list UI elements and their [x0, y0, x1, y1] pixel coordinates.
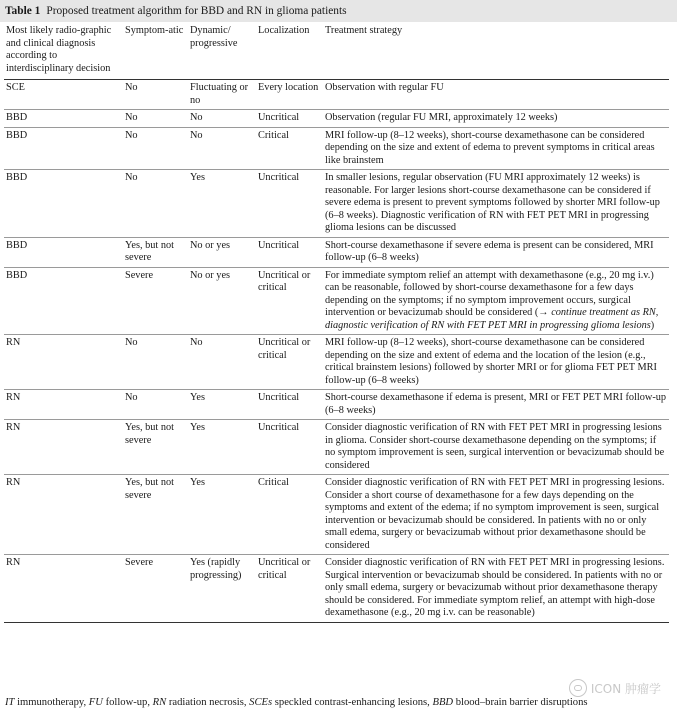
footnote-def: follow-up,: [105, 697, 153, 708]
cell-localization: Uncritical: [258, 172, 300, 183]
watermark-text: ICON 肿瘤学: [590, 681, 661, 696]
cell-dynamic: Yes: [190, 477, 205, 488]
cell-diagnosis: RN: [6, 337, 21, 348]
cell-dynamic: Fluctuating or no: [190, 82, 249, 106]
cell-localization: Uncritical or critical: [258, 337, 311, 361]
cell-localization: Every location: [258, 82, 319, 93]
cell-strategy: Observation (regular FU MRI, approximately 12 weeks): [325, 112, 558, 123]
header-symptomatic: Symptom-atic: [125, 25, 184, 36]
cell-strategy: [323, 267, 669, 335]
cell-diagnosis: BBD: [6, 129, 28, 141]
footnote-def: speckled contrast-enhancing lesions,: [274, 697, 433, 708]
cell-dynamic: No: [190, 112, 203, 123]
cell-diagnosis: SCE: [6, 82, 25, 93]
wechat-icon: [569, 679, 587, 697]
footnote-abbr: SCEs: [249, 697, 273, 708]
cell-localization: Uncritical: [258, 112, 300, 123]
treatment-table: [4, 24, 669, 623]
cell-dynamic: No: [190, 129, 203, 141]
cell-symptomatic: No: [125, 392, 138, 403]
cell-dynamic: Yes: [190, 422, 205, 433]
cell-symptomatic: No: [125, 82, 138, 93]
cell-diagnosis: BBD: [6, 239, 28, 251]
cell-diagnosis: RN: [6, 392, 21, 403]
cell-localization: Uncritical: [258, 392, 300, 403]
cell-symptomatic: Yes, but not severe: [125, 239, 175, 263]
strategy-text: For immediate symptom relief an attempt with dexamethasone (e.g., 20 mg i.v.) can be reasonable, followed by short-course dexamethasone for a few days depending on the symptoms; if no symptom improvement occurs, surgical intervention or bevacizumab should be considered (→: [325, 269, 654, 318]
table-caption: [0, 0, 677, 22]
cell-dynamic: No or yes: [190, 239, 231, 251]
strategy-italic-text: continue treatment as RN, diagnostic verification of RN with FET PET MRI in progressing glioma lesions: [325, 307, 659, 331]
cell-localization: Uncritical: [258, 239, 300, 251]
cell-symptomatic: Yes, but not severe: [125, 422, 175, 446]
footnote-def: blood–brain barrier disruptions: [455, 697, 588, 708]
cell-dynamic: Yes (rapidly progressing): [190, 557, 242, 581]
cell-strategy: Consider diagnostic verification of RN with FET PET MRI in progressing lesions. Surgical intervention or bevacizumab should be considered. In patients with no or only small edema, surgery or bevacizumab without prior dexamethasone therapy should be considered. For immediate symptom relief, an attempt with high-dose dexamethasone (e.g., 20 mg i.v. can be reasonable): [325, 557, 665, 618]
footnote-abbr: BBD: [432, 697, 454, 708]
cell-localization: Uncritical or critical: [258, 557, 311, 581]
cell-strategy: Consider diagnostic verification of RN with FET PET MRI in progressing lesions in glioma. Consider short-course dexamethasone depending on the symptoms; if no symptom improvement is seen, surgical intervention or bevacizumab should be considered: [325, 422, 665, 471]
cell-diagnosis: RN: [6, 557, 21, 568]
cell-symptomatic: Severe: [125, 269, 154, 281]
footnote-def: radiation necrosis,: [168, 697, 250, 708]
table-footnote: [5, 696, 675, 709]
header-strategy: Treatment strategy: [325, 25, 403, 36]
cell-dynamic: Yes: [190, 392, 205, 403]
cell-symptomatic: Severe: [125, 557, 154, 568]
cell-localization: Uncritical: [258, 422, 300, 433]
cell-localization: Uncritical or critical: [258, 269, 311, 293]
cell-localization: Critical: [258, 477, 289, 488]
table-row: [4, 170, 669, 238]
footnote-def: immunotherapy,: [17, 697, 89, 708]
table-row: [4, 390, 669, 420]
table-row: [4, 555, 669, 623]
table-row: [4, 420, 669, 475]
header-dynamic: Dynamic/ progressive: [190, 25, 238, 49]
cell-symptomatic: No: [125, 172, 138, 183]
table-row: [4, 110, 669, 128]
cell-strategy: Observation with regular FU: [325, 82, 444, 93]
table-row: [4, 335, 669, 390]
table-row: [4, 475, 669, 555]
table-row: [4, 237, 669, 267]
cell-strategy: Short-course dexamethasone if edema is present, MRI or FET PET MRI follow-up (6–8 weeks): [325, 392, 667, 416]
strategy-tail: ): [650, 319, 655, 331]
cell-strategy: In smaller lesions, regular observation (FU MRI approximately 12 weeks) is reasonable. For larger lesions short-course dexamethasone can be considered if severe edema is present to prevent symptoms followed by shorter MRI follow-up (6–8 weeks). Diagnostic verification of RN with FET PET MRI in progressing glioma lesions can be discussed: [325, 172, 660, 233]
footnote-abbr: RN: [152, 697, 167, 708]
header-localization: Localization: [258, 25, 310, 36]
header-diagnosis: Most likely radio-graphic and clinical diagnosis according to interdisciplinary decision: [6, 25, 112, 74]
cell-diagnosis: BBD: [6, 269, 28, 281]
cell-dynamic: No: [190, 337, 203, 348]
table-row: [4, 127, 669, 170]
cell-strategy: MRI follow-up (8–12 weeks), short-course dexamethasone can be considered depending on the size and extent of edema and the location of the lesion (e.g., critical brainstem lesions) followed by shorter MRI or for glioma FET PET MRI follow-up (6–8 weeks): [325, 337, 657, 386]
cell-symptomatic: No: [125, 112, 138, 123]
watermark: [569, 679, 661, 697]
cell-dynamic: No or yes: [190, 269, 231, 281]
cell-strategy: Consider diagnostic verification of RN with FET PET MRI in progressing lesions. Consider a short course of dexamethasone for a few days depending on the symptoms and extent of the edema; if no symptom improvement is seen, surgical intervention or bevacizumab should be considered. In patients with no or only small edema, surgery or bevacizumab without prior dexamethasone should be considered: [325, 477, 665, 551]
cell-symptomatic: No: [125, 129, 138, 141]
table-row: [4, 267, 669, 335]
cell-diagnosis: BBD: [6, 112, 28, 123]
table-header-row: [4, 24, 669, 80]
cell-symptomatic: Yes, but not severe: [125, 477, 175, 501]
cell-diagnosis: BBD: [6, 172, 28, 183]
cell-dynamic: Yes: [190, 172, 205, 183]
footnote-abbr: FU: [88, 697, 103, 708]
table-title: Proposed treatment algorithm for BBD and RN in glioma patients: [46, 5, 347, 17]
cell-diagnosis: RN: [6, 422, 21, 433]
footnote-abbr: IT: [5, 697, 15, 708]
table-label: Table 1: [5, 5, 41, 17]
table-row: [4, 80, 669, 110]
cell-strategy: MRI follow-up (8–12 weeks), short-course dexamethasone can be considered depending on the size and extent of edema to prevent symptoms in critical areas like brainstem: [325, 129, 655, 166]
cell-localization: Critical: [258, 129, 289, 141]
cell-symptomatic: No: [125, 337, 138, 348]
cell-strategy: Short-course dexamethasone if severe edema is present can be considered, MRI follow-up (6–8 weeks): [325, 239, 654, 263]
cell-diagnosis: RN: [6, 477, 21, 488]
